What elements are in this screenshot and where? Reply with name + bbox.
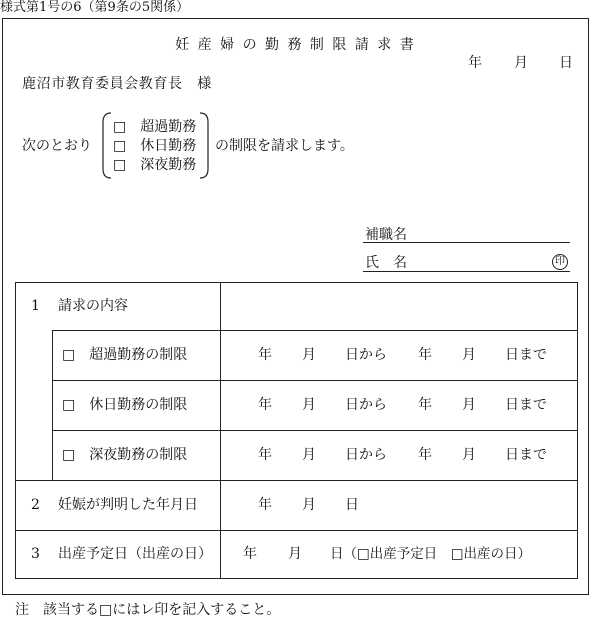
form-number: 様式第1号の6（第9条の5関係） [0,0,190,15]
request-option-overtime: □ 超過勤務 [113,119,197,135]
period-end-month: 月 [462,347,476,363]
period-start-year: 年 [258,347,272,363]
request-option-holiday: □ 休日勤務 [113,138,197,154]
pregnancy-date-year: 年 [258,497,272,513]
position-label: 補職名 [365,227,407,243]
period-end-month: 月 [462,447,476,463]
period-start-month: 月 [302,397,316,413]
period-start-day: 日から [345,347,387,363]
restriction-night-label: □ 深夜勤務の制限 [62,447,188,463]
name-underline [363,271,570,272]
table-line [52,430,577,431]
date-month-label: 月 [514,55,528,71]
row1-label: 請求の内容 [58,298,128,314]
table-subrow-indent [52,330,53,480]
row3-label: 出産予定日（出産の日） [58,546,212,562]
name-label: 氏 名 [365,255,407,271]
right-bracket [197,112,211,179]
row3-number: 3 [31,546,40,562]
row1-number: 1 [31,298,40,314]
date-day-label: 日 [559,55,573,71]
period-start-day: 日から [345,397,387,413]
birth-date-month: 月 [288,546,302,562]
period-start-month: 月 [302,447,316,463]
footnote: 注 該当する□にはレ印を記入すること。 [15,602,281,618]
seal-mark: 印 [552,254,568,270]
period-end-year: 年 [418,397,432,413]
position-underline [363,242,570,243]
pregnancy-date-day: 日 [345,497,359,513]
pregnancy-date-month: 月 [302,497,316,513]
period-start-day: 日から [345,447,387,463]
birth-date-day-options: 日（□出産予定日 □出産の日） [330,546,532,562]
date-year-label: 年 [468,55,482,71]
restriction-holiday-label: □ 休日勤務の制限 [62,397,188,413]
table-line [52,330,577,331]
birth-date-year: 年 [243,546,257,562]
period-start-year: 年 [258,397,272,413]
row2-label: 妊娠が判明した年月日 [58,497,198,513]
request-prefix: 次のとおり [22,138,92,154]
table-line [15,530,577,531]
addressee: 鹿沼市教育委員会教育長 様 [22,76,212,92]
restriction-overtime-label: □ 超過勤務の制限 [62,347,188,363]
period-start-month: 月 [302,347,316,363]
period-end-day: 日まで [505,397,547,413]
period-end-year: 年 [418,347,432,363]
period-end-day: 日まで [505,447,547,463]
row2-number: 2 [31,497,40,513]
period-start-year: 年 [258,447,272,463]
left-bracket [100,112,114,179]
form-title: 妊 産 婦 の 勤 務 制 限 請 求 書 [175,37,416,53]
request-option-night: □ 深夜勤務 [113,157,197,173]
period-end-month: 月 [462,397,476,413]
table-line [52,380,577,381]
table-line [15,480,577,481]
period-end-year: 年 [418,447,432,463]
period-end-day: 日まで [505,347,547,363]
request-suffix: の制限を請求します。 [215,138,354,154]
